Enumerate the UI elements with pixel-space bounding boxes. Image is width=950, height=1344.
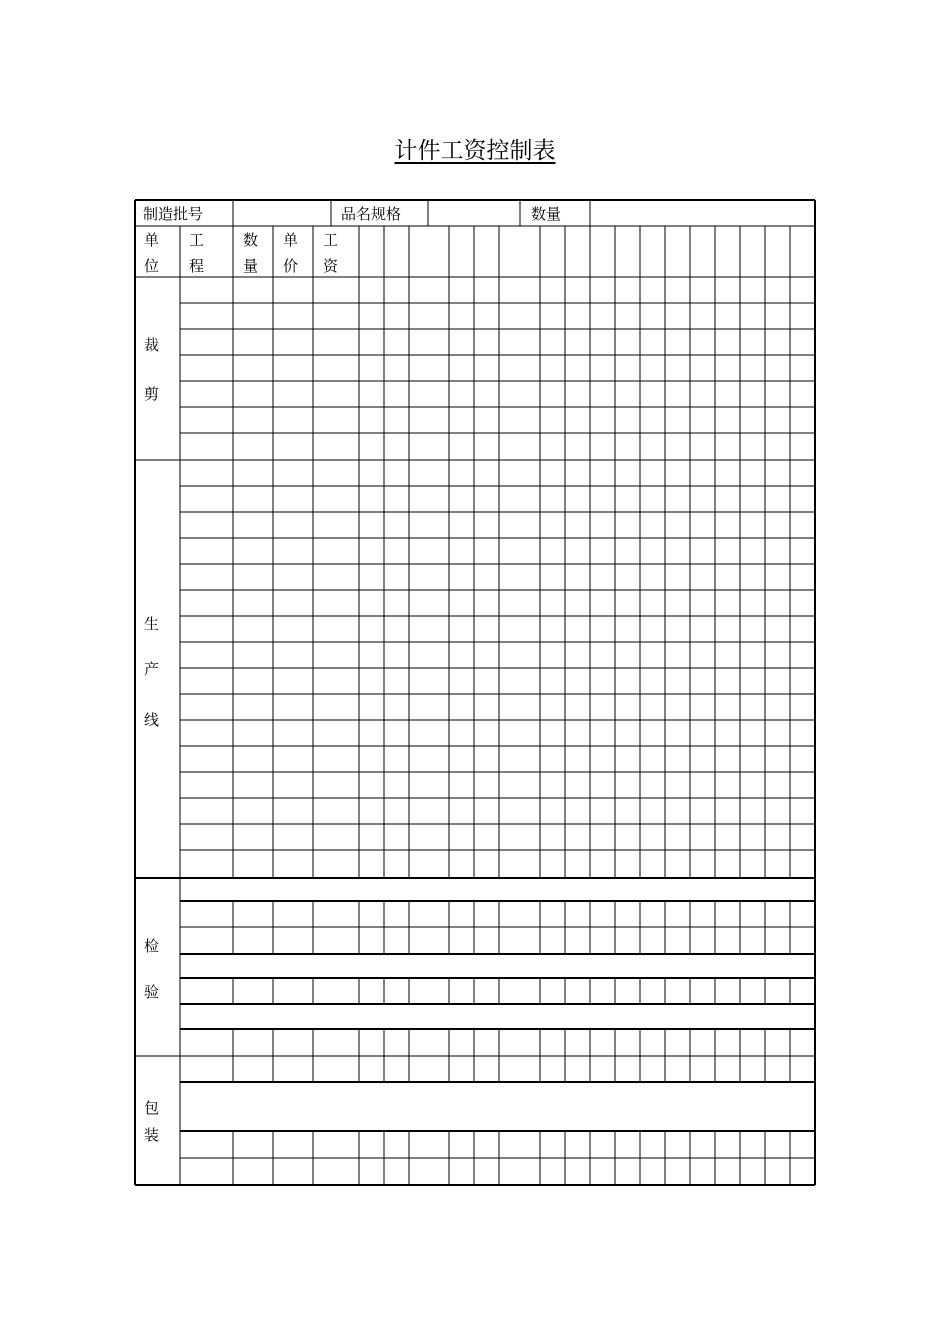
batch-number-field[interactable]	[240, 206, 328, 224]
section-cutting-char-2: 剪	[144, 385, 160, 403]
section-packing-char-1: 包	[144, 1099, 160, 1117]
col-unit-price-char-1: 单	[283, 231, 299, 249]
section-inspection-char-2: 验	[144, 983, 160, 1001]
col-process-char-1: 工	[189, 231, 205, 249]
col-quantity-char-1: 数	[243, 231, 259, 249]
col-quantity-char-2: 量	[243, 257, 259, 275]
page-title-text: 计件工资控制表	[394, 138, 556, 164]
quantity-field[interactable]	[597, 206, 807, 224]
quantity-label: 数量	[531, 205, 562, 223]
batch-number-label: 制造批号	[143, 205, 204, 223]
section-production-char-3: 线	[144, 711, 160, 729]
section-production-char-2: 产	[144, 660, 160, 678]
col-wage-char-2: 资	[323, 257, 339, 275]
section-production-char-1: 生	[144, 615, 160, 633]
col-unit-char-2: 位	[144, 257, 160, 275]
col-unit-price-char-2: 价	[283, 257, 299, 275]
col-process-char-2: 程	[189, 257, 205, 275]
section-inspection-char-1: 检	[144, 937, 160, 955]
col-wage-char-1: 工	[323, 231, 339, 249]
section-cutting-char-1: 裁	[144, 336, 160, 354]
product-spec-label: 品名规格	[341, 205, 402, 223]
product-spec-field[interactable]	[434, 206, 519, 224]
section-packing-char-2: 装	[144, 1126, 160, 1144]
col-unit-char-1: 单	[144, 231, 160, 249]
